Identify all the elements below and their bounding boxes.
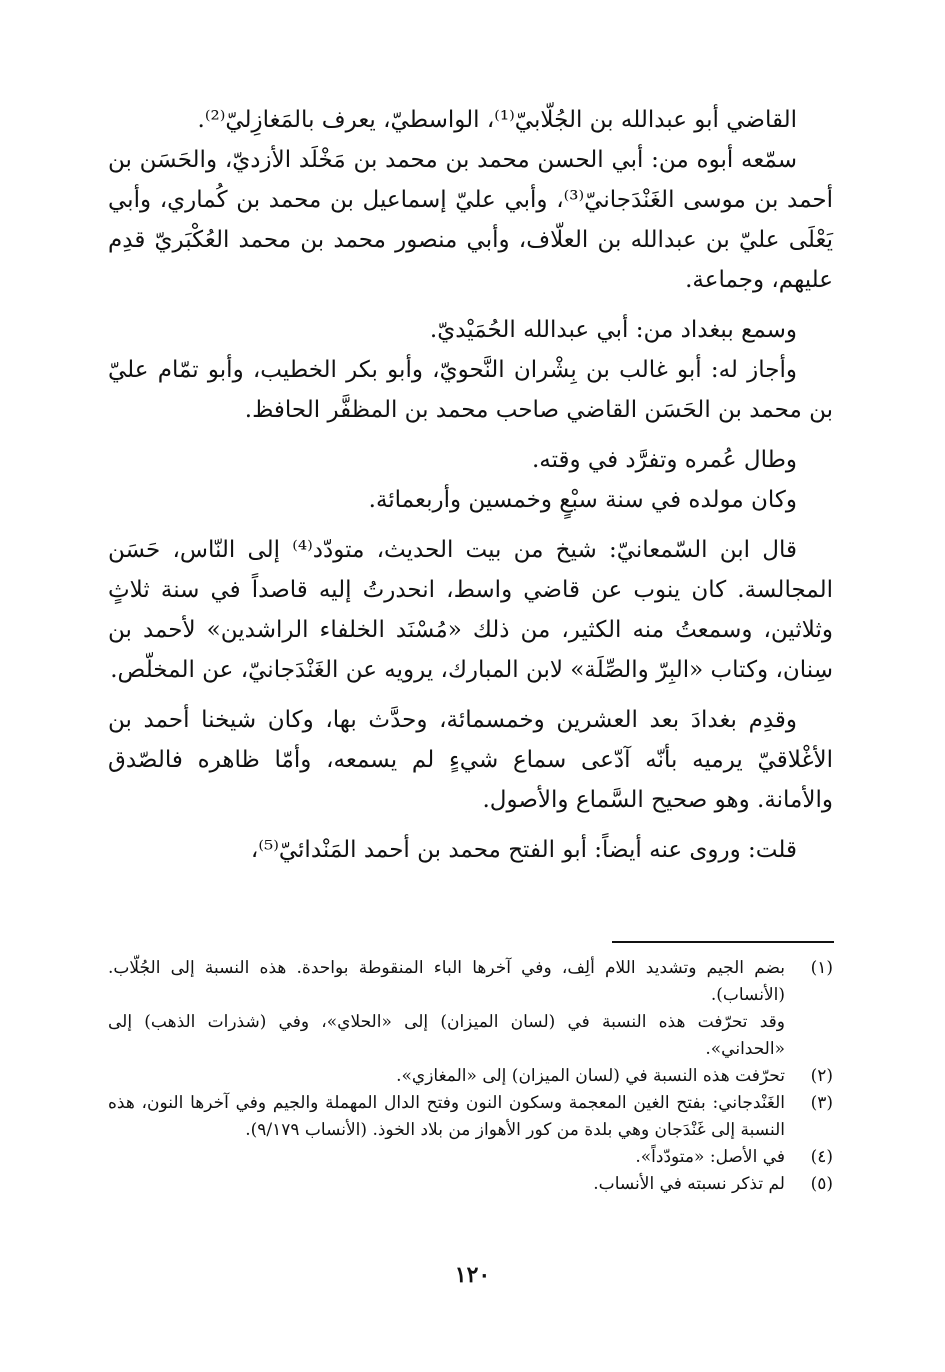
paragraph-7: قال ابن السّمعانيّ: شيخ من بيت الحديث، متودّد⁽⁴⁾ إلى النّاس، حَسَن المجالسة. كان ينوب عن قاضي واسط، انحدرتُ إليه قاصداً في سنة ثلاثٍ وثلاثين، وسمعتُ منه الكثير، من ذلك «مُسْنَد الخلفاء الراشدين» لأحمد بن سِنان، وكتاب «البِرّ والصِّلَة» لابن المبارك، يرويه عن الغَنْدَجانيّ، عن المخلّص. xyxy=(108,537,833,683)
paragraph-5: وطال عُمره وتفرَّد في وقته. xyxy=(531,447,797,473)
footnote-number: (٥) xyxy=(810,1174,833,1194)
paragraph-4: وأجاز له: أبو غالب بن بِشْران النَّحويّ، وأبو بكر الخطيب، وأبو تمّام عليّ بن محمد بن الحَسَن القاضي صاحب محمد بن المظفَّر الحافظ. xyxy=(108,357,833,423)
footnote-number: (٤) xyxy=(810,1147,833,1167)
paragraph-8: وقدِم بغدادَ بعد العشرين وخمسمائة، وحدَّث بها، وكان شيخنا أحمد بن الأغْلاقيّ يرميه بأنّه آدّعى سماع شيءٍ لم يسمعه، وأمّا ظاهره فالصّدق والأمانة. وهو صحيح السَّماع والأصول. xyxy=(108,707,833,813)
footnote-3 xyxy=(108,1090,833,1144)
paragraph-1: القاضي أبو عبدالله بن الجُلّابيّ⁽¹⁾، الواسطيّ، يعرف بالمَغازِليّ⁽²⁾. xyxy=(197,107,797,133)
footnote-2 xyxy=(108,1063,833,1090)
footnote-1-continuation: وقد تحرّفت هذه النسبة في (لسان الميزان) إلى «الحلاي»، وفي (شذرات الذهب) إلى «الحداني». xyxy=(108,1012,785,1059)
footnote-divider xyxy=(612,941,834,943)
footnote-5 xyxy=(108,1171,833,1198)
paragraph-2: سمّعه أبوه من: أبي الحسن محمد بن محمد بن مَخْلَد الأزديّ، والحَسَن بن أحمد بن موسى الغَنْدَجانيّ⁽³⁾، وأبي عليّ إسماعيل بن محمد بن كُماري، وأبي يَعْلَى عليّ بن عبدالله بن العلّاف، وأبي منصور محمد بن محمد العُكْبَريّ قدِم عليهم، وجماعة. xyxy=(108,147,833,293)
paragraph-3: وسمع ببغداد من: أبي عبدالله الحُمَيْديّ. xyxy=(429,317,797,343)
page-number: ١٢٠ xyxy=(454,1262,491,1288)
footnote-1 xyxy=(108,955,833,1009)
footnote-text: في الأصل: «متودّداً». xyxy=(635,1147,785,1167)
footnotes xyxy=(108,955,833,1198)
main-text xyxy=(108,100,833,870)
footnote-text: لم تذكر نسبته في الأنساب. xyxy=(593,1174,785,1194)
paragraph-6: وكان مولده في سنة سبْعٍ وخمسين وأربعمائة. xyxy=(368,487,797,513)
footnote-text: تحرّفت هذه النسبة في (لسان الميزان) إلى «المغازي». xyxy=(396,1066,785,1086)
paragraph-9: قلت: وروى عنه أيضاً: أبو الفتح محمد بن أحمد المَنْدائيّ⁽⁵⁾، xyxy=(250,837,797,863)
footnote-number: (٣) xyxy=(810,1093,833,1113)
footnote-number: (١) xyxy=(810,958,833,978)
footnote-number: (٢) xyxy=(810,1066,833,1086)
footnote-text: الغَنْدجاني: بفتح الغين المعجمة وسكون النون وفتح الدال المهملة والجيم وفي آخرها النون، هذه النسبة إلى غَنْدَجان وهي بلدة من كور الأهواز من بلاد الخوذ. (الأنساب ٩/١٧٩). xyxy=(108,1093,785,1140)
footnote-4 xyxy=(108,1144,833,1171)
footnote-text: بضم الجيم وتشديد اللام ألِف، وفي آخرها الباء المنقوطة بواحدة. هذه النسبة إلى الجُلّاب. (الأنساب). xyxy=(108,958,785,1005)
